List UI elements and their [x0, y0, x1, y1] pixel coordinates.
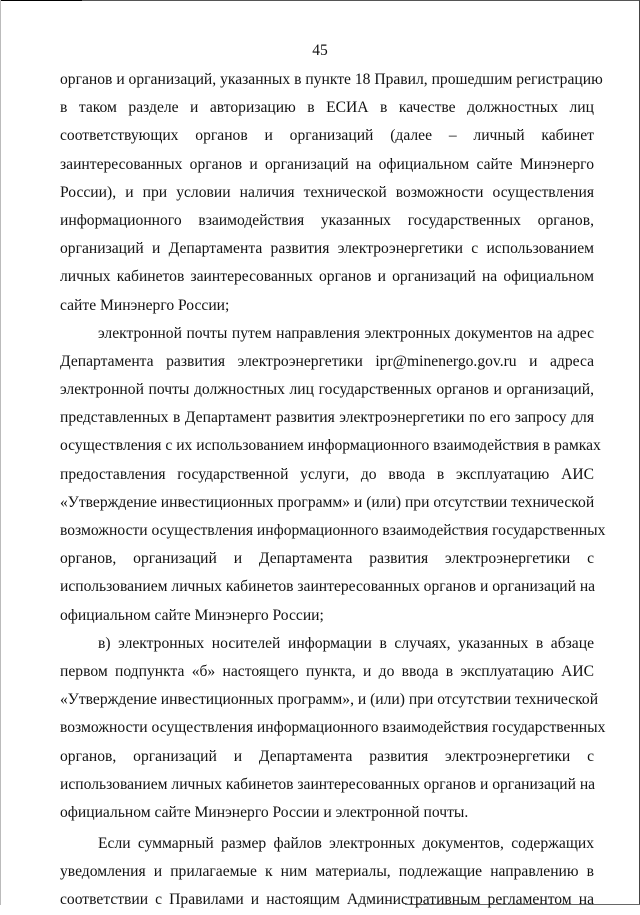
text-line: сайте Минэнерго России; [60, 296, 230, 314]
paragraph-3 [60, 630, 606, 827]
text-line: личных кабинетов заинтересованных органов и организаций на официальном [60, 268, 594, 286]
scan-edge-top-dark [0, 0, 82, 1]
text-line: соответствующих органов и организаций (далее – личный кабинет [60, 127, 594, 145]
text-line: первом подпункта «б» настоящего пункта, и до ввода в эксплуатацию АИС [60, 662, 594, 680]
page-number: 45 [312, 42, 328, 59]
scan-edge-left [0, 0, 1, 905]
text-line: органов и организаций, указанных в пункте 18 Правил, прошедшим регистрацию [60, 71, 603, 88]
text-line: информационного взаимодействия указанных государственных органов, [60, 211, 594, 229]
text-line: представленных в Департамент развития электроэнергетики по его запросу для [60, 409, 594, 427]
scan-edge-top [0, 0, 640, 1]
text-line: осуществления с их использованием информационного взаимодействия в рамках [60, 437, 601, 455]
text-line: в) электронных носителей информации в случаях, указанных в абзаце [98, 634, 594, 652]
text-line: организаций и Департамента развития электроэнергетики с использованием [60, 240, 594, 258]
text-line: Если суммарный размер файлов электронных документов, содержащих [98, 835, 594, 853]
text-line: предоставления государственной услуги, до ввода в эксплуатацию АИС [60, 465, 594, 483]
text-line: электронной почты должностных лиц государственных органов и организаций, [60, 381, 594, 399]
text-line: уведомления и прилагаемые к ним материалы, подлежащие направлению в [60, 863, 594, 881]
paragraph-4 [60, 830, 594, 915]
text-line: России), и при условии наличия технической возможности осуществления [60, 183, 594, 201]
paragraph-2 [60, 320, 606, 630]
text-line: использованием личных кабинетов заинтересованных органов и организаций на [60, 775, 596, 793]
text-line: заинтересованных органов и организаций на официальном сайте Минэнерго [60, 155, 594, 173]
text-line: возможности осуществления информационного взаимодействия государственных [60, 719, 606, 737]
text-line: «Утверждение инвестиционных программ» и (или) при отсутствии технической [60, 493, 595, 511]
text-line: официальном сайте Минэнерго России; [60, 606, 324, 624]
text-line: в таком разделе и авторизацию в ЕСИА в качестве должностных лиц [60, 99, 594, 117]
text-line: органов, организаций и Департамента развития электроэнергетики с [60, 747, 594, 765]
text-line-with-email: Департамента развития электроэнергетики ipr@minenergo.gov.ru и адреса [60, 352, 594, 370]
text-line: соответствии с Правилами и настоящим Административным регламентом на [60, 891, 594, 909]
text-line: органов, организаций и Департамента развития электроэнергетики с [60, 550, 594, 568]
text-line: электронной почты путем направления электронных документов на адрес [98, 324, 594, 342]
text-line: официальном сайте Минэнерго России и электронной почты. [60, 803, 469, 821]
document-body [60, 66, 606, 915]
text-line: «Утверждение инвестиционных программ», и (или) при отсутствии технической [60, 691, 599, 709]
paragraph-1 [60, 66, 603, 320]
text-line: возможности осуществления информационного взаимодействия государственных [60, 522, 606, 539]
text-line: использованием личных кабинетов заинтересованных органов и организаций на [60, 578, 596, 596]
